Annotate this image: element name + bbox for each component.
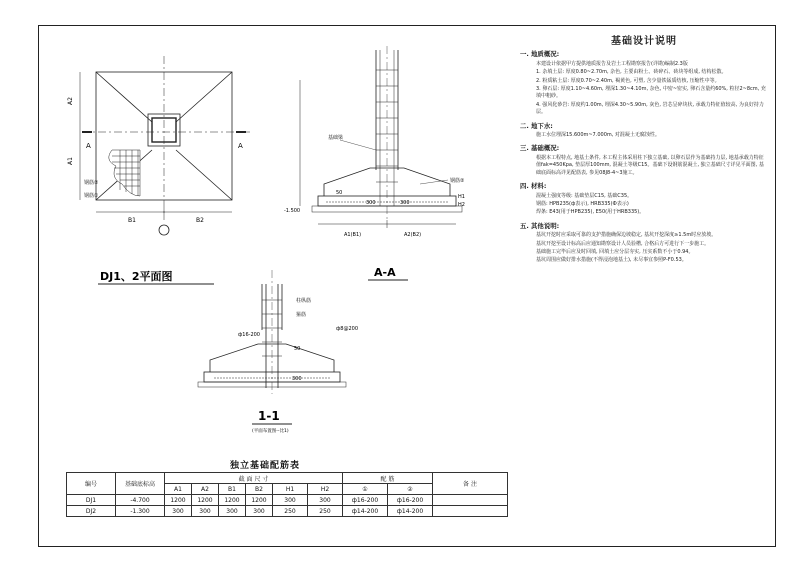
th-sub: B1 [219,484,246,495]
rebar-table-title: 独立基础配筋表 [230,461,301,471]
axis-bubble [159,225,169,235]
notes-section: 一. 地质概况: [520,50,560,59]
section-11-subtitle: (平面布置图--比1) [252,429,289,434]
notes-section: 三. 基础概况: [520,144,560,153]
notes-title: 基础设计说明 [611,36,677,47]
notes-text: 基础施工完毕后应及时回填, 回填土应分层夯实, 压实系数不小于0.94。 [536,248,694,255]
table-row: DJ2 -1.300 300 300 300 300 250 250 ф14-200 ф14-200 [67,506,508,517]
th-sub: ① [343,484,388,495]
rebar-table [66,472,508,517]
label-h2: H2 [458,202,465,208]
rebar-label: 钢筋② [84,180,99,186]
plan-title: DJ1、2平面图 [100,270,173,283]
th-dims: 截 面 尺 寸 [165,473,343,484]
th-sub: H2 [308,484,343,495]
plan-diagonal [176,72,232,122]
notes-text: 施工水位埋深15.600m~7.000m, 对混凝土无腐蚀性。 [536,132,660,139]
label-300: 300 [400,200,410,206]
dim-a1: A1(B1) [344,232,362,238]
section-aa [300,46,462,228]
table-row: DJ1 -4.700 1200 1200 1200 1200 300 300 ф16-200 ф16-200 [67,495,508,506]
th-rebar: 配 筋 [343,473,433,484]
label-h1: H1 [458,194,465,200]
label-longbar: 柱纵筋 [296,298,312,304]
plan-diagonal [176,150,232,200]
th-sub: A2 [192,484,219,495]
notes-text: 2. 粉质粘土层: 厚度0.70~2.40m, 褐黄色, 可塑, 含少量铁锰质结核, 压缩性中等。 [536,77,720,84]
notes-section: 四. 材料: [520,182,547,191]
dim-a2: A2(B2) [404,232,422,238]
label-stirrup: 箍筋 [296,312,307,318]
th-number: 编号 [67,473,116,495]
th-sub: A1 [165,484,192,495]
label-rebar: 钢筋② [450,178,465,184]
notes-text: 混凝土强度等级: 基础垫层C15, 基础C35。 [536,192,633,199]
plan-view [80,56,250,235]
th-elev: 基础底标高 [116,473,165,495]
th-remark: 备 注 [433,473,508,495]
notes-text: 焊条: E43(用于HPB235), E50(用于HRB335)。 [536,209,645,216]
section-11-title: 1-1 [258,409,280,423]
label-elev: -1.500 [284,208,301,214]
rebar-grid [109,150,140,196]
notes-text: 基坑周围应做好排水措施(不得浸泡地基土), 未尽事宜参照P-F0.53。 [536,257,687,264]
label-300: 300 [366,200,376,206]
th-sub: B2 [246,484,273,495]
section-label-a: A [86,142,91,150]
label-rebar: ф8@200 [336,326,358,332]
notes-text: 基坑开挖时应采取可靠的支护措施确保边坡稳定, 基坑开挖深度≥1.5m时应放坡。 [536,232,717,239]
label-300: 300 [292,376,302,382]
rebar-label: 钢筋① [84,193,99,199]
notes-section: 五. 其他说明: [520,221,560,230]
label-50: 50 [294,346,301,352]
section-11 [198,270,346,394]
label-50: 50 [336,190,343,196]
notes-text: 本建设计依据甲方提供地质报告及岩土工程勘察报告(详勘)编制2.3版 [536,60,688,67]
notes-text: 根据本工程特点, 地基土条件, 本工程主体采用柱下独立基础, 以卵石层作为基础持力层, 地基承载力特征值fak=450Kpa, 垫层厚100mm, 混凝土等级C15。基础下设钢筋混凝土, 独立基础尺寸详见平面图, 基础底面标高详见配筋表, 参见08J8-4~3施工。 [536,154,764,176]
dim-label-b1: B1 [128,217,136,224]
dim-label-a1: A1 [67,157,74,165]
notes-text: 钢筋: HPB235(ф表示), HRB335(Ф表示) [536,200,629,207]
notes-text: 3. 卵石层: 厚度1.10~4.60m, 埋深1.30~4.10m, 杂色, 中密~密实, 卵石含量约60%, 粒径2~8cm, 充填中粗砂。 [536,86,766,100]
design-notes [520,38,768,266]
th-sub: H1 [273,484,308,495]
dim-label-a2: A2 [67,97,74,105]
notes-section: 二. 地下水: [520,121,553,130]
section-label-a: A [238,142,243,150]
label-rebar: ф16-200 [238,332,260,338]
section-aa-title: A-A [374,266,396,279]
notes-text: 基坑开挖至设计标高后应通知勘察设计人员验槽, 合格后方可进行下一步施工。 [536,240,710,247]
th-sub: ② [388,484,433,495]
notes-text: 1. 杂填土层: 厚度0.80~2.70m, 杂色, 主要由粉土、砖碎石、砖块等组成, 结构松散。 [536,69,727,76]
notes-text: 4. 强风化砂岩: 厚度约1.00m, 埋深4.30~5.90m, 灰色, 岩芯呈碎块状, 承载力特征值较高, 为良好持力层。 [536,101,764,116]
label-beam: 基础梁 [328,135,344,141]
plan-diagonal [96,72,152,122]
dim-label-b2: B2 [196,217,204,224]
